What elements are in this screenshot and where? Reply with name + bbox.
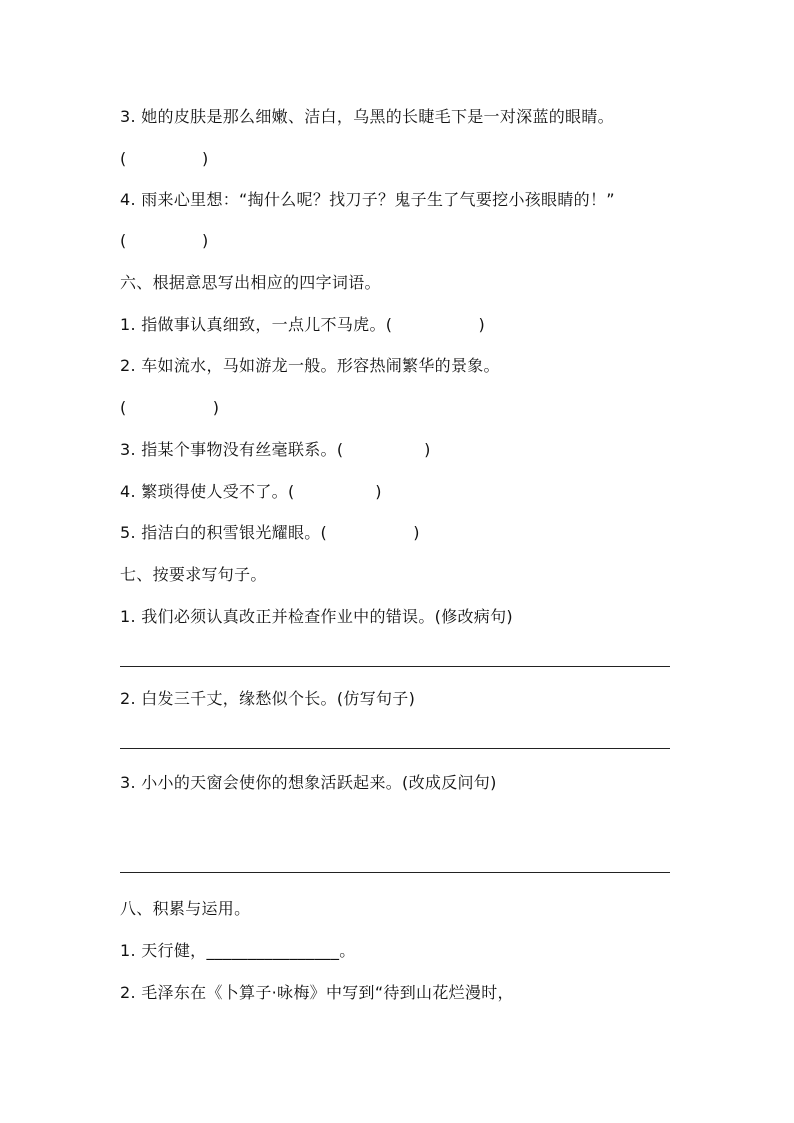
item-7-3: 3. 小小的天窗会使你的想象活跃起来。(改成反问句) xyxy=(120,773,497,792)
item-6-2: 2. 车如流水，马如游龙一般。形容热闹繁华的景象。 xyxy=(120,356,500,375)
section-6-heading: 六、根据意思写出相应的四字词语。 xyxy=(120,273,381,292)
answer-line-7-2 xyxy=(120,748,670,749)
item-5-3-sentence: 3. 她的皮肤是那么细嫩、洁白，乌黑的长睫毛下是一对深蓝的眼睛。 xyxy=(120,107,614,126)
section-7-heading: 七、按要求写句子。 xyxy=(120,565,267,584)
item-6-4: 4. 繁琐得使人受不了。( ) xyxy=(120,482,382,501)
answer-blank-5-3: ( ) xyxy=(120,149,209,168)
item-8-2: 2. 毛泽东在《卜算子·咏梅》中写到“待到山花烂漫时， xyxy=(120,983,514,1002)
answer-blank-6-2: ( ) xyxy=(120,398,220,417)
answer-line-7-1 xyxy=(120,666,670,667)
item-6-1: 1. 指做事认真细致，一点儿不马虎。( ) xyxy=(120,315,486,334)
item-7-2: 2. 白发三千丈，缘愁似个长。(仿写句子) xyxy=(120,689,416,708)
item-6-3: 3. 指某个事物没有丝毫联系。( ) xyxy=(120,440,431,459)
item-6-5: 5. 指洁白的积雪银光耀眼。( ) xyxy=(120,523,420,542)
answer-line-7-3 xyxy=(120,872,670,873)
item-8-1: 1. 天行健，________________。 xyxy=(120,941,356,960)
answer-blank-5-4: ( ) xyxy=(120,231,209,250)
section-8-heading: 八、积累与运用。 xyxy=(120,899,251,918)
item-7-1: 1. 我们必须认真改正并检查作业中的错误。(修改病句) xyxy=(120,607,513,626)
item-5-4-sentence: 4. 雨来心里想：“掏什么呢？找刀子？鬼子生了气要挖小孩眼睛的！” xyxy=(120,190,615,209)
